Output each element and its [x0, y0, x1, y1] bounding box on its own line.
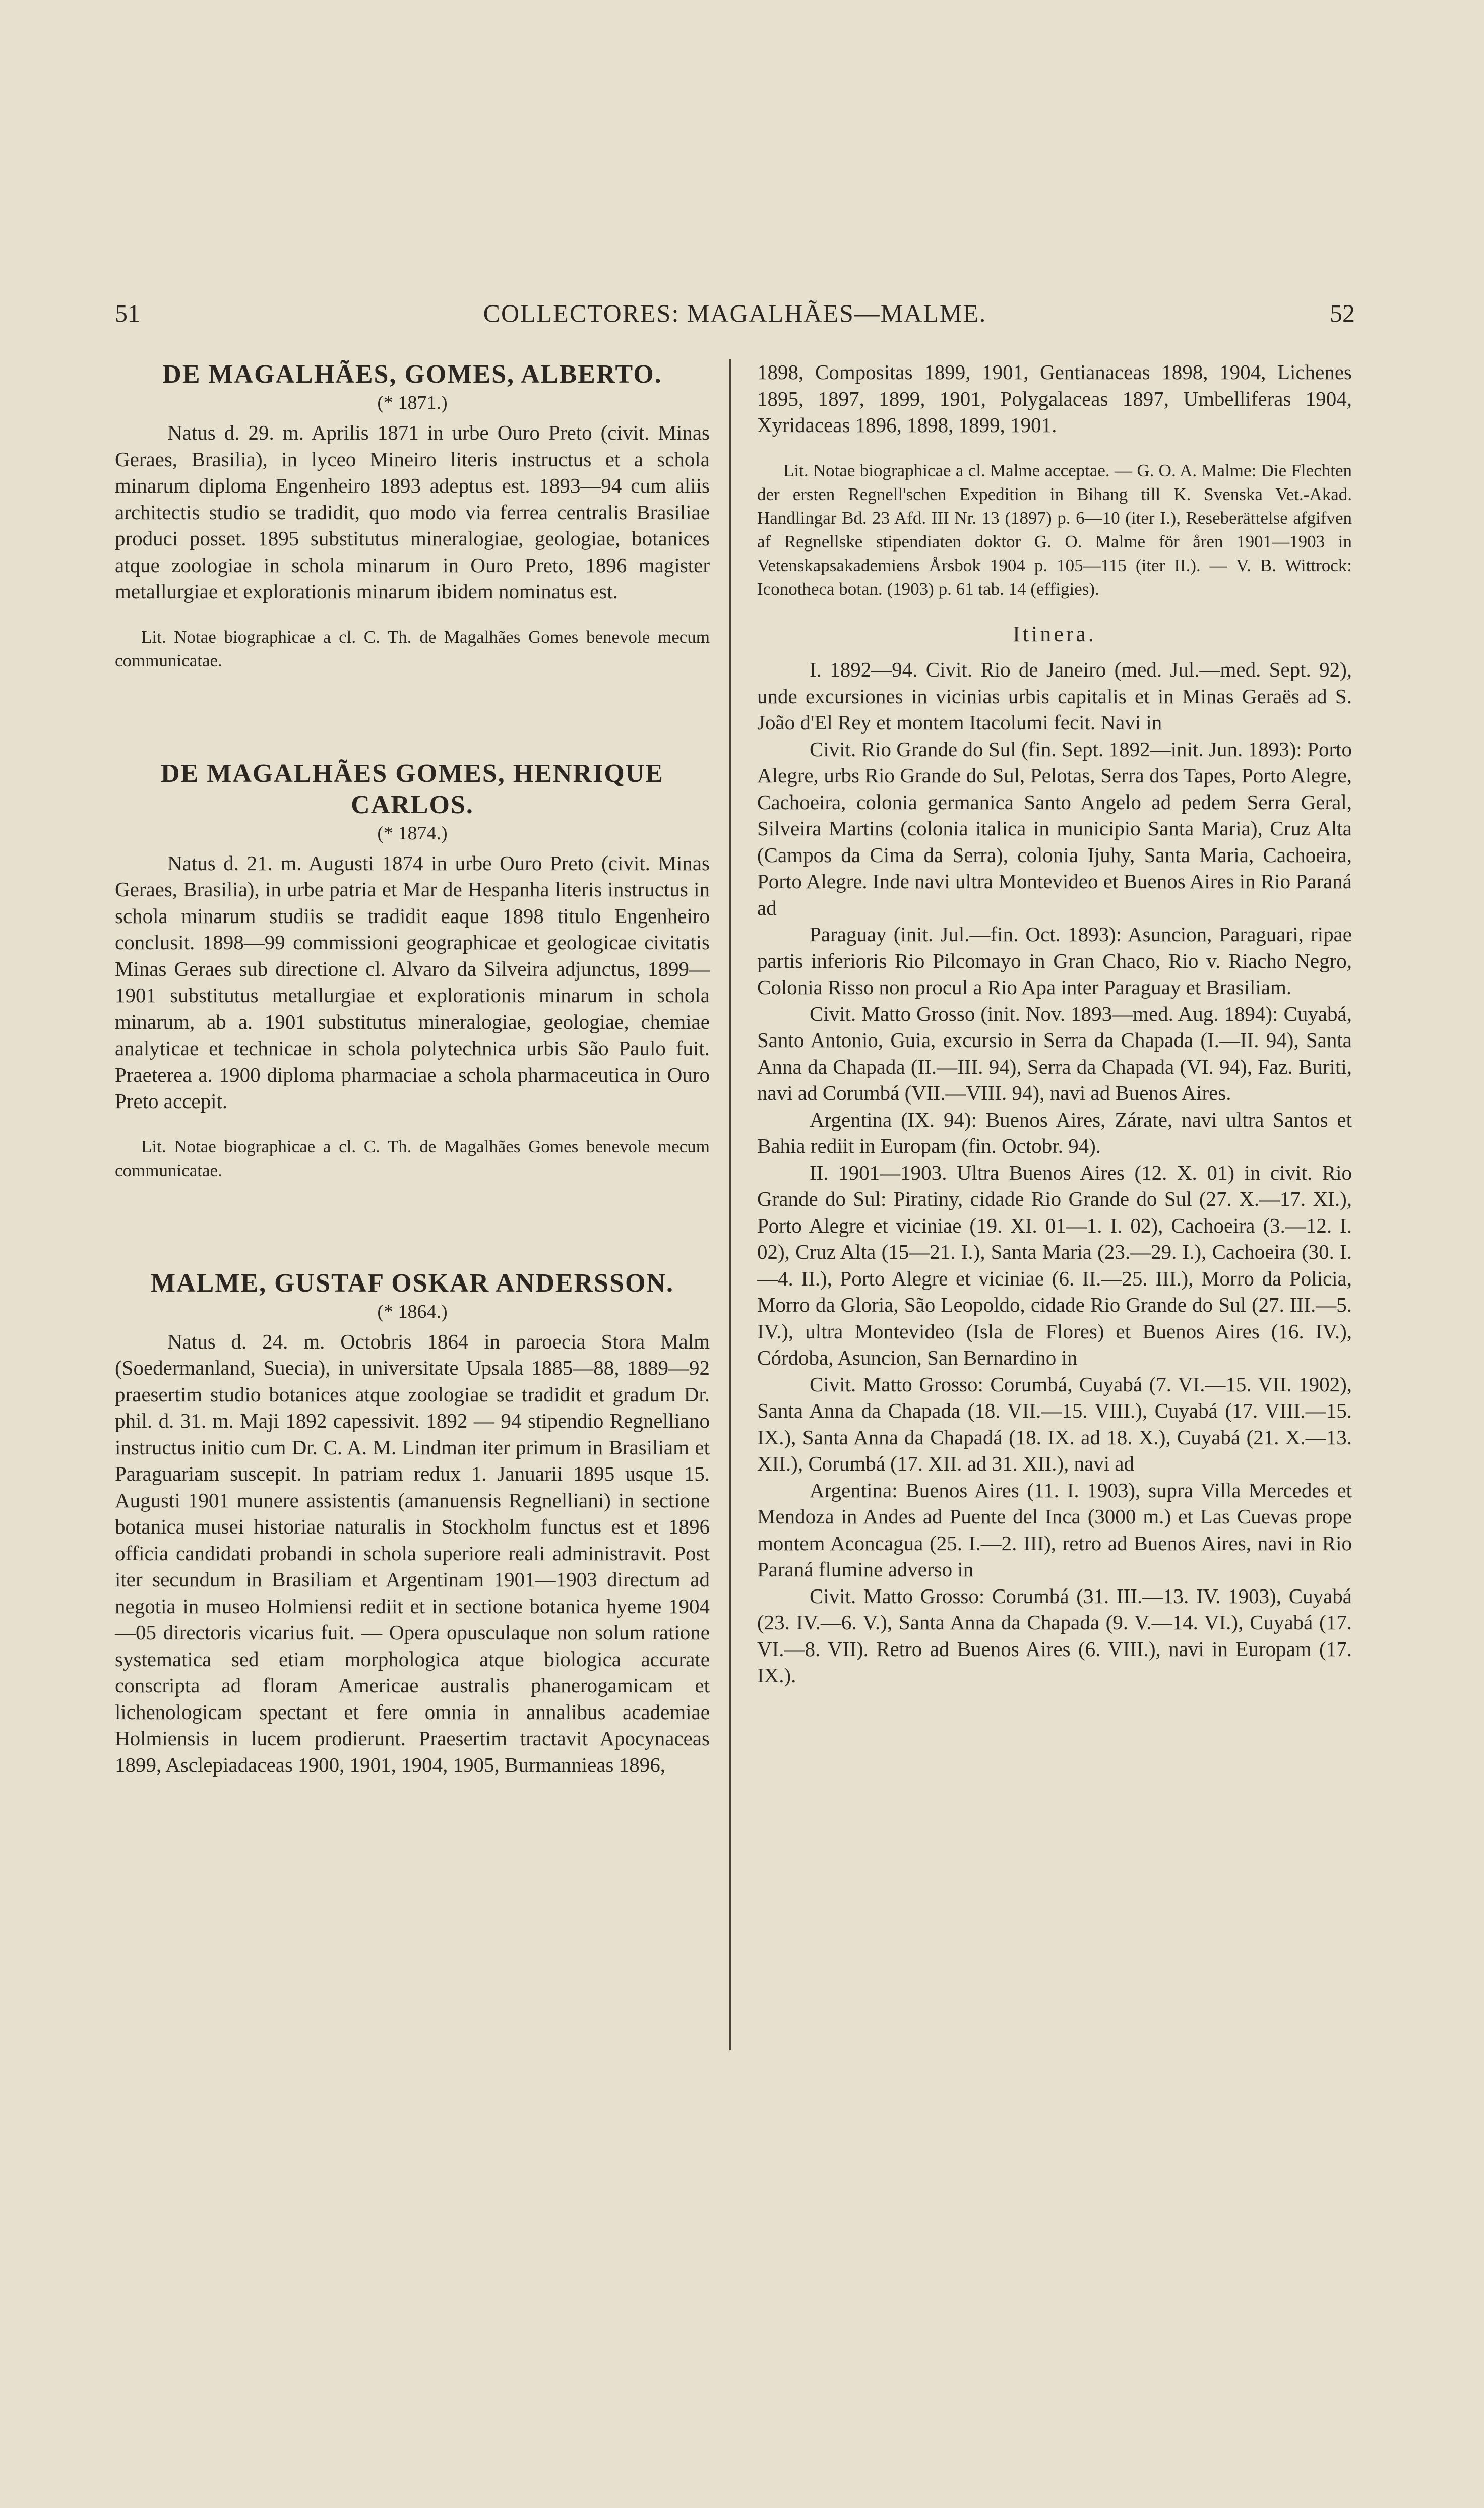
entry-malme [115, 1268, 710, 1779]
column-divider [729, 359, 731, 2050]
entry-body: Natus d. 24. m. Octobris 1864 in paroecia Stora Malm (Soedermanland, Suecia), in universitate Upsala 1885—88, 1889—92 praesertim studio botanices atque zoologiae se tradidit et gradum Dr. phil. d. 31. m. Maji 1892 capessivit. 1892 — 94 stipendio Regnelliano instructus initio cum Dr. C. A. M. Lindman iter primum in Brasiliam et Paraguariam suscepit. In patriam redux 1. Januarii 1895 usque 15. Augusti 1901 munere assistentis (amanuensis Regnelliani) in sectione botanica musei historiae naturalis in Stockholm functus est et 1896 officia candidati probandi in schola superiore reali administravit. Post iter secundum in Brasiliam et Argentinam 1901—1903 directum ad negotia in museo Holmiensi rediit et in sectione botanica hyeme 1904—05 directoris vicarius fuit. — Opera opusculaque non solum ratione systematica sed etiam morphologica atque biologica accurate conscripta ad floram Americae australis phanerogamicam et lichenologicam spectant et fere omnia in annalibus academiae Holmiensis in lucem prodierunt. Praesertim tractavit Apocynaceas 1899, Asclepiadaceas 1900, 1901, 1904, 1905, Burmannieas 1896, [115, 1329, 710, 1777]
entry-henrique [115, 758, 710, 1182]
itinera-paragraph: Civit. Matto Grosso: Corumbá (31. III.—13. IV. 1903), Cuyabá (23. IV.—6. V.), Santa Anna da Chapada (9. V.—14. VI.), Cuyabá (17. VI.—8. VII). Retro ad Buenos Aires (6. VIII.), navi in Europam (17. IX.). [757, 1584, 1352, 1687]
page-header [115, 298, 1355, 339]
itinera-paragraph: I. 1892—94. Civit. Rio de Janeiro (med. Jul.—med. Sept. 92), unde excursiones in vicinias urbis capitalis et in Minas Geraës ad S. João d'El Rey et montem Itacolumi fecit. Navi in [757, 658, 1352, 734]
entry-date: (* 1864.) [377, 1301, 448, 1322]
itinera-paragraph: Paraguay (init. Jul.—fin. Oct. 1893): Asuncion, Paraguari, ripae partis inferioris Rio Pilcomayo in Gran Chaco, Rio v. Riacho Negro, Colonia Risso non procul a Rio Apa inter Paraguay et Brasiliam. [757, 923, 1352, 999]
itinera-paragraph: II. 1901—1903. Ultra Buenos Aires (12. X. 01) in civit. Rio Grande do Sul: Piratiny, cidade Rio Grande do Sul (27. X.—17. XI.), Porto Alegre et viciniae (19. XI. 01—1. I. 02), Cachoeira (3.—12. I. 02), Cruz Alta (15—21. I.), Santa Maria (23.—29. I.), Cachoeira (30. I.—4. II.), Porto Alegre et viciniae (6. II.—25. III.), Morro da Policia, Morro da Gloria, São Leopoldo, cidade Rio Grande do Sul (27. III.—5. IV.), ultra Montevideo (Isla de Flores) et Buenos Aires (16. IV.), Córdoba, Asuncion, San Bernardino in [757, 1160, 1352, 1369]
entry-title: DE MAGALHÃES, GOMES, ALBERTO. [162, 360, 662, 389]
entry-alberto [115, 359, 710, 672]
itinera-paragraph: Civit. Rio Grande do Sul (fin. Sept. 1892—init. Jun. 1893): Porto Alegre, urbs Rio Grande do Sul, Pelotas, Serra dos Tapes, Porto Alegre, Cachoeira, colonia germanica Santo Angelo ad pedem Serra Geral, Silveira Martins (colonia italica in municipio Santa Maria), Cruz Alta (Campos da Cima da Serra), colonia Ijuhy, Santa Maria, Cachoeira, Porto Alegre. Inde navi ultra Montevideo et Buenos Aires in Rio Paraná ad [757, 737, 1352, 920]
running-head: COLLECTORES: MAGALHÃES—MALME. [483, 299, 987, 327]
entry-title: DE MAGALHÃES GOMES, HENRIQUE [161, 759, 664, 788]
itinera-paragraph: Civit. Matto Grosso: Corumbá, Cuyabá (7. VI.—15. VII. 1902), Santa Anna da Chapada (18. VII.—15. VIII.), Cuyabá (17. VIII.—15. IX.), Santa Anna da Chapadá (18. IX. ad 18. X.), Cuyabá (21. X.—13. XII.), Corumbá (17. XII. ad 31. XII.), navi ad [757, 1372, 1352, 1475]
itinera-heading: Itinera. [1013, 621, 1096, 646]
itinera-paragraph: Argentina: Buenos Aires (11. I. 1903), supra Villa Mercedes et Mendoza in Andes ad Puente del Inca (3000 m.) et Las Cuevas prope montem Aconcagua (25. I.—2. III), retro ad Buenos Aires, navi in Rio Paraná flumine adverso in [757, 1478, 1352, 1581]
entry-literature: Lit. Notae biographicae a cl. C. Th. de Magalhães Gomes benevole mecum communicatae. [115, 1136, 710, 1180]
entry-date: (* 1871.) [377, 392, 448, 413]
left-column [115, 359, 710, 1778]
entry-body: Natus d. 29. m. Aprilis 1871 in urbe Ouro Preto (civit. Minas Geraes, Brasilia), in lyceo Mineiro literis instructus et a schola minarum diploma Engenheiro 1893 adeptus est. 1893—94 cum aliis architectis studio se tradidit, quo modo via ferrea centralis Brasiliae produci posset. 1895 substitutus mineralogiae, geologiae, botanices atque zoologiae in schola minarum in Ouro Preto, 1896 magister metallurgiae et explorationis minarum ibidem nominatus est. [115, 421, 710, 603]
page-number-right: 52 [1330, 299, 1355, 327]
entry-literature: Lit. Notae biographicae a cl. Malme acceptae. — G. O. A. Malme: Die Flechten der ersten Regnell'schen Expedition in Bihang till K. Svenska Vet.-Akad. Handlingar Bd. 23 Afd. III Nr. 13 (1897) p. 6—10 (iter I.), Reseberättelse afgifven af Regnellske stipendiaten doktor G. O. Malme för åren 1901—1903 in Vetenskapsakademiens Årsbok 1904 p. 105—115 (iter II.). — V. B. Wittrock: Iconotheca botan. (1903) p. 61 tab. 14 (effigies). [757, 460, 1352, 599]
entry-date: (* 1874.) [377, 822, 448, 844]
page-number-left: 51 [115, 299, 140, 327]
entry-literature: Lit. Notae biographicae a cl. C. Th. de Magalhães Gomes benevole mecum communicatae. [115, 627, 710, 670]
entry-body-continuation: 1898, Compositas 1899, 1901, Gentianaceas 1898, 1904, Lichenes 1895, 1897, 1899, 1901, Polygalaceas 1897, Umbelliferas 1904, Xyridaceas 1896, 1898, 1899, 1901. [757, 360, 1352, 437]
entry-body: Natus d. 21. m. Augusti 1874 in urbe Ouro Preto (civit. Minas Geraes, Brasilia), in urbe patria et Mar de Hespanha literis instructus in schola minarum studiis se tradidit eaque 1898 titulo Engenheiro conclusit. 1898—99 commissioni geographicae et geologicae civitatis Minas Geraes sub directione cl. Alvaro da Silveira adjunctus, 1899—1901 substitutus metallurgiae et explorationis minarum in schola minarum, ab a. 1901 substitutus mineralogiae, geologiae, chemiae analyticae et technicae in schola polytechnica urbis São Paulo fuit. Praeterea a. 1900 diploma pharmaciae a schola pharmaceutica in Ouro Preto accepit. [115, 851, 710, 1113]
itinera-paragraph: Civit. Matto Grosso (init. Nov. 1893—med. Aug. 1894): Cuyabá, Santo Antonio, Guia, excursio in Serra da Chapada (I.—II. 94), Santa Anna da Chapada (II.—III. 94), Serra da Chapada (VI. 94), Faz. Buriti, navi ad Corumbá (VII.—VIII. 94), navi ad Buenos Aires. [757, 1002, 1352, 1105]
entry-title-continued: CARLOS. [351, 790, 474, 819]
entry-title: MALME, GUSTAF OSKAR ANDERSSON. [151, 1268, 674, 1298]
right-column [757, 359, 1352, 1689]
itinera-paragraph: Argentina (IX. 94): Buenos Aires, Zárate, navi ultra Santos et Bahia rediit in Europam (fin. Octobr. 94). [757, 1108, 1352, 1157]
